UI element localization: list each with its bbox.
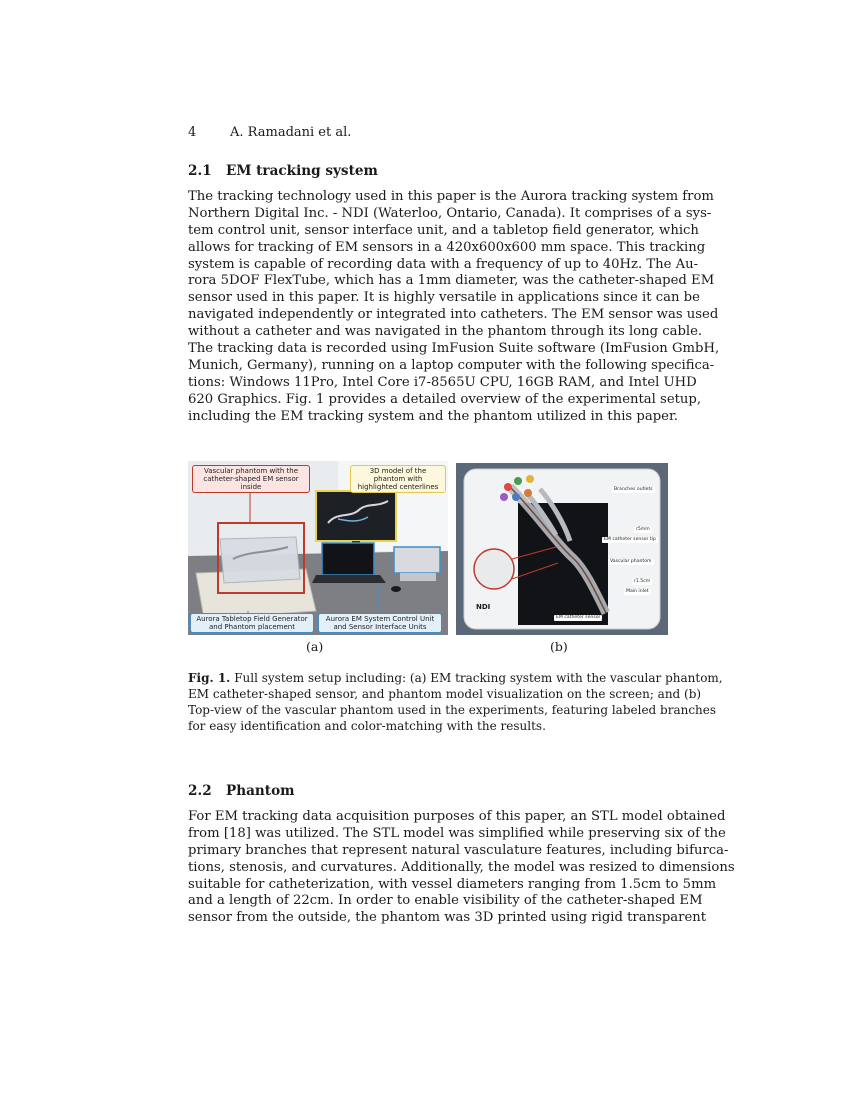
phantom-box <box>220 537 300 583</box>
text-line: tions, stenosis, and curvatures. Additionally, the model was resized to dimensions <box>188 859 735 875</box>
figure-1-caption <box>188 670 723 734</box>
callout-field-generator: Aurora Tabletop Field Generator and Phantom placement <box>190 613 314 633</box>
callout-phantom: Vascular phantom with the catheter-shaped EM sensor inside <box>192 465 310 493</box>
text-line: system is capable of recording data with a frequency of up to 40Hz. The Au- <box>188 256 699 272</box>
label-15cm: r1.5cm <box>634 579 651 584</box>
label-branches-outlets: Branches outlets <box>614 487 653 492</box>
section-title: Phantom <box>226 783 295 799</box>
text-line: tions: Windows 11Pro, Intel Core i7-8565U CPU, 16GB RAM, and Intel UHD <box>188 374 697 390</box>
section-title: EM tracking system <box>226 163 378 179</box>
text-line: allows for tracking of EM sensors in a 420x600x600 mm space. This tracking <box>188 239 706 255</box>
callout-3d-model: 3D model of the phantom with highlighted centerlines <box>350 465 446 493</box>
text-line: The tracking data is recorded using ImFusion Suite software (ImFusion GmbH, <box>188 341 720 357</box>
caption-line-1 <box>188 670 723 686</box>
section-2-1-paragraph <box>188 189 720 425</box>
sensor-interface-unit <box>400 573 436 581</box>
control-unit <box>394 547 440 573</box>
page-number: 4 <box>188 125 197 140</box>
caption-text: Full system setup including: (a) EM tracking system with the vascular phantom, <box>234 671 723 685</box>
label-em-catheter-sensor: EM catheter sensor <box>556 615 601 620</box>
text-line: including the EM tracking system and the phantom utilized in this paper. <box>188 408 678 424</box>
text-line: Northern Digital Inc. - NDI (Waterloo, Ontario, Canada). It comprises of a sys- <box>188 205 712 221</box>
text-line: rora 5DOF FlexTube, which has a 1mm diameter, was the catheter-shaped EM <box>188 273 715 289</box>
caption-line: Top-view of the vascular phantom used in the experiments, featuring labeled branches <box>188 703 717 717</box>
label-main-inlet: Main inlet <box>626 589 649 594</box>
figure-1 <box>188 461 668 657</box>
text-line: without a catheter and was navigated in the phantom through its long cable. <box>188 324 703 340</box>
outlet-purple <box>500 493 508 501</box>
text-line: tem control unit, sensor interface unit, and a tabletop field generator, which <box>188 222 699 238</box>
outlet-blue <box>512 493 520 501</box>
outlet-red <box>504 483 512 491</box>
caption-line: for easy identification and color-matching with the results. <box>188 719 546 733</box>
zoom-inset <box>474 549 514 589</box>
text-line: suitable for catheterization, with vessel diameters ranging from 1.5cm to 5mm <box>188 876 717 892</box>
running-authors: A. Ramadani et al. <box>230 125 352 140</box>
figure-panel-b-photo <box>456 463 668 635</box>
section-heading-2-1 <box>188 163 378 179</box>
section-number: 2.2 <box>188 783 212 799</box>
label-5mm: r5mm <box>636 527 650 532</box>
outlet-yellow <box>526 475 534 483</box>
ndi-logo-text: NDI <box>476 603 491 611</box>
outlet-orange <box>524 489 532 497</box>
figure-panel-a-photo <box>188 461 448 635</box>
callout-control-unit: Aurora EM System Control Unit and Sensor Interface Units <box>318 613 442 633</box>
caption-label: Fig. 1. <box>188 671 231 685</box>
text-line: For EM tracking data acquisition purposes of this paper, an STL model obtained <box>188 809 726 824</box>
text-line: sensor from the outside, the phantom was 3D printed using rigid transparent <box>188 910 707 926</box>
label-vascular-phantom: Vascular phantom <box>610 559 652 564</box>
mouse <box>391 586 401 592</box>
outlet-green <box>514 477 522 485</box>
text-line: 620 Graphics. Fig. 1 provides a detailed overview of the experimental setup, <box>188 391 702 407</box>
text-line: from [18] was utilized. The STL model was simplified while preserving six of the <box>188 825 726 841</box>
subcaption-a: (a) <box>306 639 324 654</box>
label-sensor-tip: EM catheter sensor tip <box>604 537 656 542</box>
text-line: navigated independently or integrated into catheters. The EM sensor was used <box>188 307 719 323</box>
text-line: and a length of 22cm. In order to enable visibility of the catheter-shaped EM <box>188 893 703 909</box>
caption-line: EM catheter-shaped sensor, and phantom model visualization on the screen; and (b) <box>188 687 702 701</box>
running-head <box>188 125 351 140</box>
section-2-2-paragraph <box>188 809 735 927</box>
section-number: 2.1 <box>188 163 212 179</box>
monitor-screen <box>316 491 396 541</box>
section-heading-2-2 <box>188 783 295 799</box>
laptop <box>322 543 374 575</box>
text-line: Munich, Germany), running on a laptop computer with the following specifica- <box>188 357 715 373</box>
text-line: sensor used in this paper. It is highly versatile in applications since it can be <box>188 290 700 306</box>
subcaption-b: (b) <box>550 639 568 654</box>
text-line: primary branches that represent natural vasculature features, including bifurca- <box>188 842 729 858</box>
text-line: The tracking technology used in this paper is the Aurora tracking system from <box>188 189 714 204</box>
laptop-base <box>312 575 386 583</box>
